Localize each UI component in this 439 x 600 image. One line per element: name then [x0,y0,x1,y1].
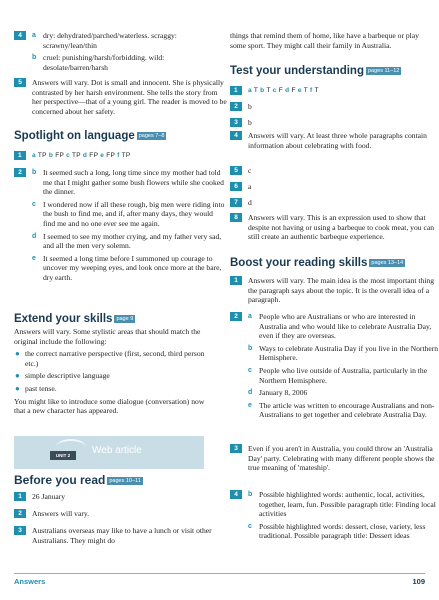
boost-question-3: 3 Even if you aren't in Australia, you could throw an 'Australia Day' party. Celebrating with many different people shows the true meaning of 'mateship'. [230,444,439,473]
answer-value: T [264,87,273,94]
question-number: 3 [230,444,242,453]
answer-row [32,152,131,159]
before-question-1: 1 26 January [14,492,227,502]
page-number: 109 [412,577,425,586]
extend-body [14,327,209,416]
question-number: 2 [230,312,242,321]
answer-e: e It seemed a long time before I summoned up courage to uncover my weeping eyes, and look once more at the bare, dry earth. [32,253,222,282]
question-number: 2 [14,509,26,518]
answer-letter: e [297,87,302,94]
spotlight-heading: Spotlight on language pages 7–8 [14,130,165,142]
answer-value: FP [104,152,118,159]
answer-value: T [301,87,311,94]
answer-d: d I seemed to see my mother crying, and my father very sad, and all the men very solemn. [32,231,222,251]
page-ref: pages 11–12 [367,67,400,74]
answer-value: FP [53,152,67,159]
answer-letter: b [260,87,265,94]
page-ref: pages 7–8 [138,132,165,139]
answer-c: c Possible highlighted words: dessert, close, variety, less traditional. Possible paragraph title: Dessert ideas [248,521,426,541]
question-number: 1 [14,151,26,160]
question-number: 1 [14,492,26,501]
extend-heading: Extend your skills page 9 [14,313,134,325]
answer-value: TP [119,152,131,159]
test-question-3: 3 b [230,118,252,128]
question-number: 5 [230,166,242,175]
answer-letter: c [66,152,71,159]
answer-text: Answers will vary. Dot is small and innocent. She is physically contrasted by her harsh environment. She tells the story from her perspective—that of a young girl. The reader is moved to be concerned about her safety. [32,78,227,116]
answer-e: e The article was written to encourage Australians and non-Australians to get together and celebrate Australia Day. [248,400,435,420]
footer-label: Answers [14,577,46,586]
question-number: 6 [230,182,242,191]
spotlight-question-2 [14,168,227,283]
question-number: 2 [230,102,242,111]
answer-value: F [276,87,286,94]
extend-bullet: ● past tense. [15,383,57,393]
answer-value: TP [35,152,49,159]
boost-question-2 [230,312,439,420]
answer-letter: e [100,152,105,159]
answer-c: c People who live outside of Australia, particularly in the Northern Hemisphere. [248,365,428,385]
boost-question-1: 1 Answers will vary. The main idea is the most important thing the paragraph says about the topic. It is the overall idea of a paragraph. [230,276,439,305]
test-question-1 [230,86,439,96]
before-question-3: 3 Australians overseas may like to have a lunch or visit other Australians. They might do [14,526,227,545]
question-number: 2 [14,168,26,177]
spotlight-question-1 [14,151,227,161]
continued-text: things that remind them of home, like have a barbeque or play some sport. They might call their family in Australia. [230,31,419,50]
question-number: 3 [230,118,242,127]
test-question-7: 7 d [230,198,252,208]
extend-intro: Answers will vary. Some stylistic areas that should match the original include the following: [14,327,201,346]
banner-title: Web article [92,445,142,456]
answer-letter: b [48,152,54,159]
answer-b: b cruel: punishing/harsh/forbidding. wild: desolate/barren/harsh [32,53,165,72]
answer-letter: f [310,87,313,94]
answer-b: b It seemed such a long, long time since my mother had told me that I might gather some bush flowers while she cooked the dinner. [32,168,224,197]
extend-bullet: ● the correct narrative perspective (first, second, third person etc.) [15,349,205,368]
page-ref: page 9 [116,315,134,322]
answer-letter: d [285,87,290,94]
answer-c: c I wondered now if all these rough, big men were riding into the bush to find me, and if, after many days, they would find me and no one ever see me again. [32,199,225,228]
boost-heading: Boost your reading skills pages 13–14 [230,257,404,269]
extend-bullet: ● simple descriptive language [15,371,110,381]
question-number: 1 [230,86,242,95]
test-heading: Test your understanding pages 11–12 [230,65,400,77]
answer-row [248,87,319,94]
answer-letter: a [32,152,36,159]
page-ref: pages 10–11 [109,477,141,484]
answer-a: a People who are Australians or who are interested in Australia and who would like to celebrate Australia Day, even if they are overseas. [248,312,432,341]
answer-letter: c [272,87,277,94]
answer-letter: f [117,152,120,159]
test-question-6: 6 a [230,182,251,192]
answer-value: TP [70,152,83,159]
question-number: 4 [14,31,26,40]
before-question-2: 2 Answers will vary. [14,509,227,519]
question-number: 8 [230,213,242,222]
answer-b: b Ways to celebrate Australia Day if you live in the Northern Hemisphere. [248,343,439,363]
question-number: 1 [230,276,242,285]
unit-banner [14,436,204,469]
question-number: 5 [14,78,26,87]
question-number: 4 [230,131,242,140]
before-heading: Before you read pages 10–11 [14,473,141,487]
test-question-4: 4 Answers will vary. At least three whole paragraphs contain information about celebrating with food. [230,131,439,150]
unit-badge: UNIT 2 [50,451,76,460]
test-question-2: 2 b [230,102,252,112]
boost-question-4 [230,490,439,541]
question-4 [14,31,227,72]
question-number: 7 [230,198,242,207]
test-question-5: 5 c [230,166,251,176]
answer-a: a dry: dehydrated/parched/waterless. scraggy: scrawny/lean/thin [32,31,177,50]
answer-d: d January 8, 2006 [248,388,308,398]
question-5 [14,78,227,116]
question-number: 4 [230,490,242,499]
answer-value: FP [87,152,101,159]
question-number: 3 [14,526,26,535]
answer-letter: d [82,152,88,159]
answer-b: b Possible highlighted words: authentic, local, activities, together, learn, fun. Possible paragraph title: Finding local activities [248,490,436,519]
answer-value: F [289,87,298,94]
answer-value: T [312,87,319,94]
answer-letter: a [248,87,252,94]
extend-outro: You might like to introduce some dialogue (conversation) now that a new character has appeared. [14,396,205,416]
page-footer [14,573,425,586]
test-question-8: 8 Answers will vary. This is an expression used to show that despite not having or using a barbeque to cook meat, you can still create an authentic barbeque experience. [230,213,439,242]
answer-value: T [251,87,261,94]
page-ref: pages 13–14 [371,259,404,266]
